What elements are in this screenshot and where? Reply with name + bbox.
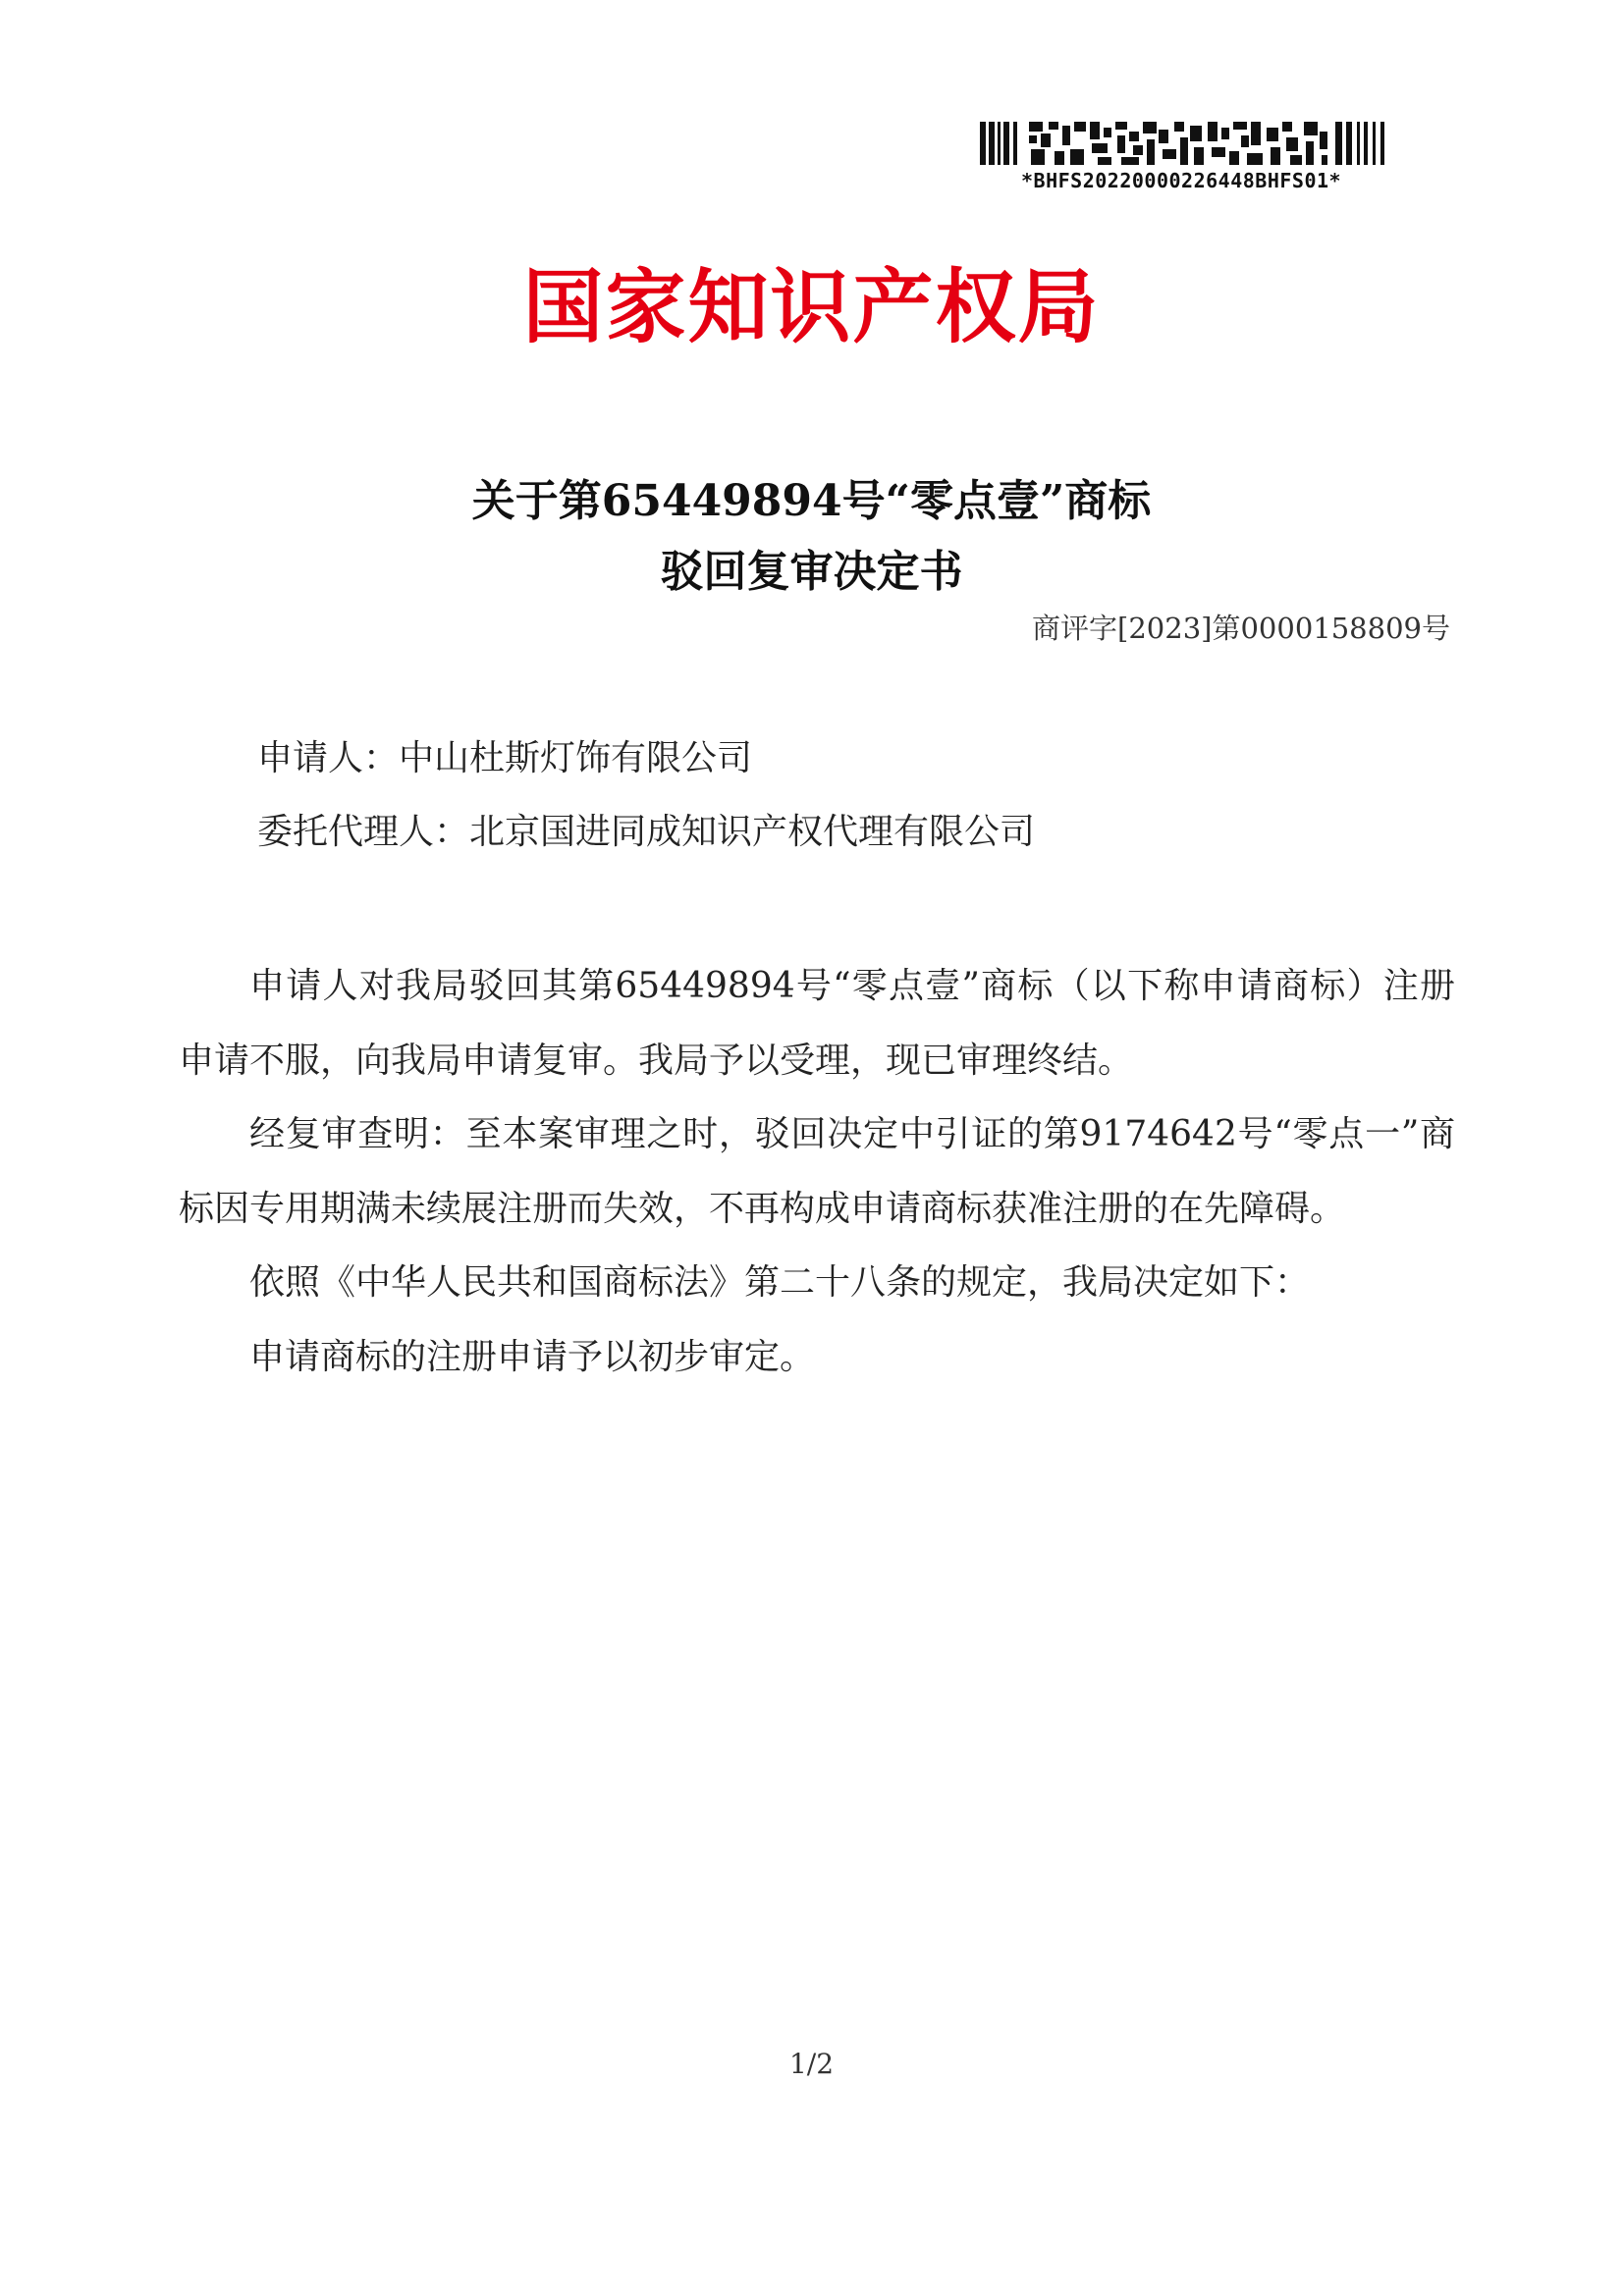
body-paragraph-legal-basis: 依照《中华人民共和国商标法》第二十八条的规定，我局决定如下：: [249, 1262, 1311, 1303]
body-paragraph-decision: 申请商标的注册申请予以初步审定。: [249, 1336, 816, 1377]
applicant-line: 申请人：中山杜斯灯饰有限公司: [257, 738, 753, 778]
decision-body: [179, 949, 1455, 1394]
barcode-number: *BHFS20220000226448BHFS01*: [1021, 169, 1342, 192]
body-paragraph-request: 申请人对我局驳回其第65449894号“零点壹”商标（以下称申请商标）注册申请不服，向我局申请复审。我局予以受理，现已审理终结。: [179, 966, 1455, 1081]
document-title-line1: 关于第65449894号“零点壹”商标: [471, 476, 1152, 526]
document-title-line2: 驳回复审决定书: [660, 547, 963, 597]
agent-line: 委托代理人：北京国进同成知识产权代理有限公司: [257, 812, 1036, 852]
barcode-image: [980, 122, 1388, 165]
document-number: 商评字[2023]第0000158809号: [1032, 612, 1450, 645]
body-paragraph-findings: 经复审查明：至本案审理之时，驳回决定中引证的第9174642号“零点一”商标因专用期满未续展注册而失效，不再构成申请商标获准注册的在先障碍。: [179, 1114, 1455, 1229]
agency-title: 国家知识产权局: [522, 261, 1101, 354]
page-number: 1/2: [788, 2048, 835, 2080]
